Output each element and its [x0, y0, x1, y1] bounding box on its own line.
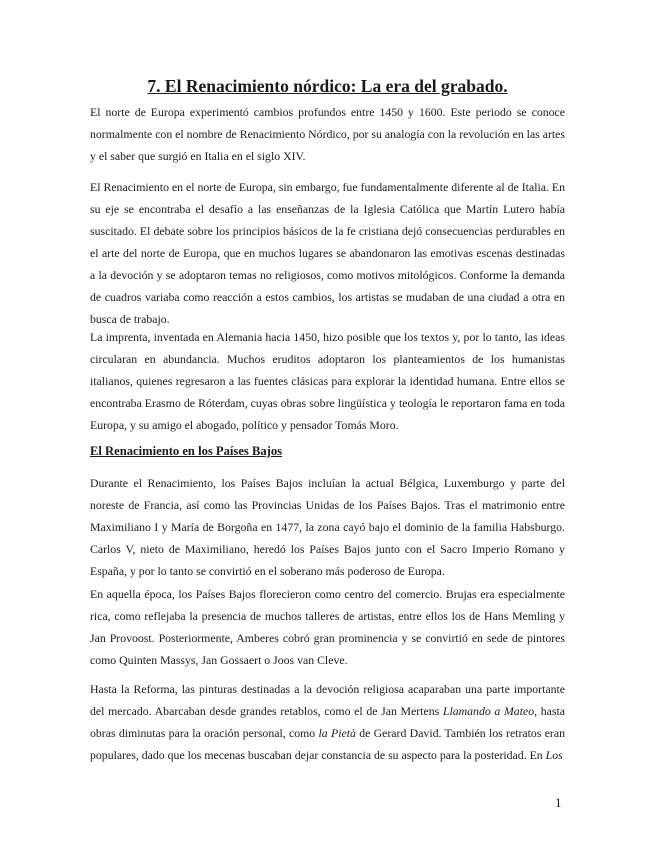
paragraph-3: La imprenta, inventada en Alemania hacia 1450, hizo posible que los textos y, por lo tanto, las ideas circularan en abundancia. Muchos eruditos adoptaron los planteamientos de los humanistas italianos, quienes regresaron a las fuentes clásicas para explorar la identidad humana. Entre ellos se encontraba Erasmo de Róterdam, cuyas obras sobre lingüística y teología le reportaron fama en toda Europa, y su amigo el abogado, político y pensador Tomás Moro. — [90, 330, 565, 432]
paragraph-text: Hasta la Reforma, las pinturas destinadas a la devoción religiosa acaparaban una parte importante del mercado. Abarcaban desde grandes retablos, como el de Jan Mertens — [90, 682, 565, 718]
section-paragraph-2: En aquella época, los Países Bajos florecieron como centro del comercio. Brujas era especialmente rica, como reflejaba la presencia de muchos talleres de artistas, entre ellos los de Hans Memling y Jan Provoost. Posteriormente, Amberes cobró gran prominencia y se convirtió en sede de pintores como Quinten Massys, Jan Gossaert o Joos van Cleve. — [90, 587, 565, 667]
document-title: 7. El Renacimiento nórdico: La era del grabado. — [147, 76, 508, 96]
italic-title-llamando: Llamando a Mateo — [442, 704, 535, 718]
paragraph-2: El Renacimiento en el norte de Europa, sin embargo, fue fundamentalmente diferente al de Italia. En su eje se encontraba el desafío a las enseñanzas de la Iglesia Católica que Martín Lutero había suscitado. El debate sobre los principios básicos de la fe cristiana dejó consecuencias perdurables en el arte del norte de Europa, que en muchos lugares se abandonaron las emotivas escenas destinadas a la devoción y se adoptaron temas no religiosos, como motivos mitológicos. Conforme la demanda de cuadros variaba como reacción a estos cambios, los artistas se mudaban de una ciudad a otra en busca de trabajo. — [90, 180, 565, 326]
paragraph-text: , hasta obras diminutas para la oración personal, como — [90, 704, 565, 740]
paragraph-text: de Gerard David. También los retratos eran populares, dado que los mecenas buscaban dejar constancia de su aspecto para la posteridad. En — [90, 726, 565, 762]
section-paragraph-1: Durante el Renacimiento, los Países Bajos incluían la actual Bélgica, Luxemburgo y parte del noreste de Francia, así como las Provincias Unidas de los Países Bajos. Tras el matrimonio entre Maximiliano I y María de Borgoña en 1477, la zona cayó bajo el dominio de la familia Habsburgo. Carlos V, nieto de Maximiliano, heredó los Países Bajos junto con el Sacro Imperio Romano y España, y por lo tanto se convirtió en el soberano más poderoso de Europa. — [90, 476, 565, 578]
paragraph-1: El norte de Europa experimentó cambios profundos entre 1450 y 1600. Este periodo se conoce normalmente con el nombre de Renacimiento Nórdico, por su analogía con la revolución en las artes y el saber que surgió en Italia en el siglo XIV. — [90, 105, 565, 163]
italic-title-los: Los — [545, 748, 563, 762]
italic-title-pieta: la Pietà — [318, 726, 356, 740]
section-heading: El Renacimiento en los Países Bajos — [90, 444, 283, 458]
section-paragraph-3 — [90, 678, 565, 766]
page-number: 1 — [555, 795, 562, 810]
